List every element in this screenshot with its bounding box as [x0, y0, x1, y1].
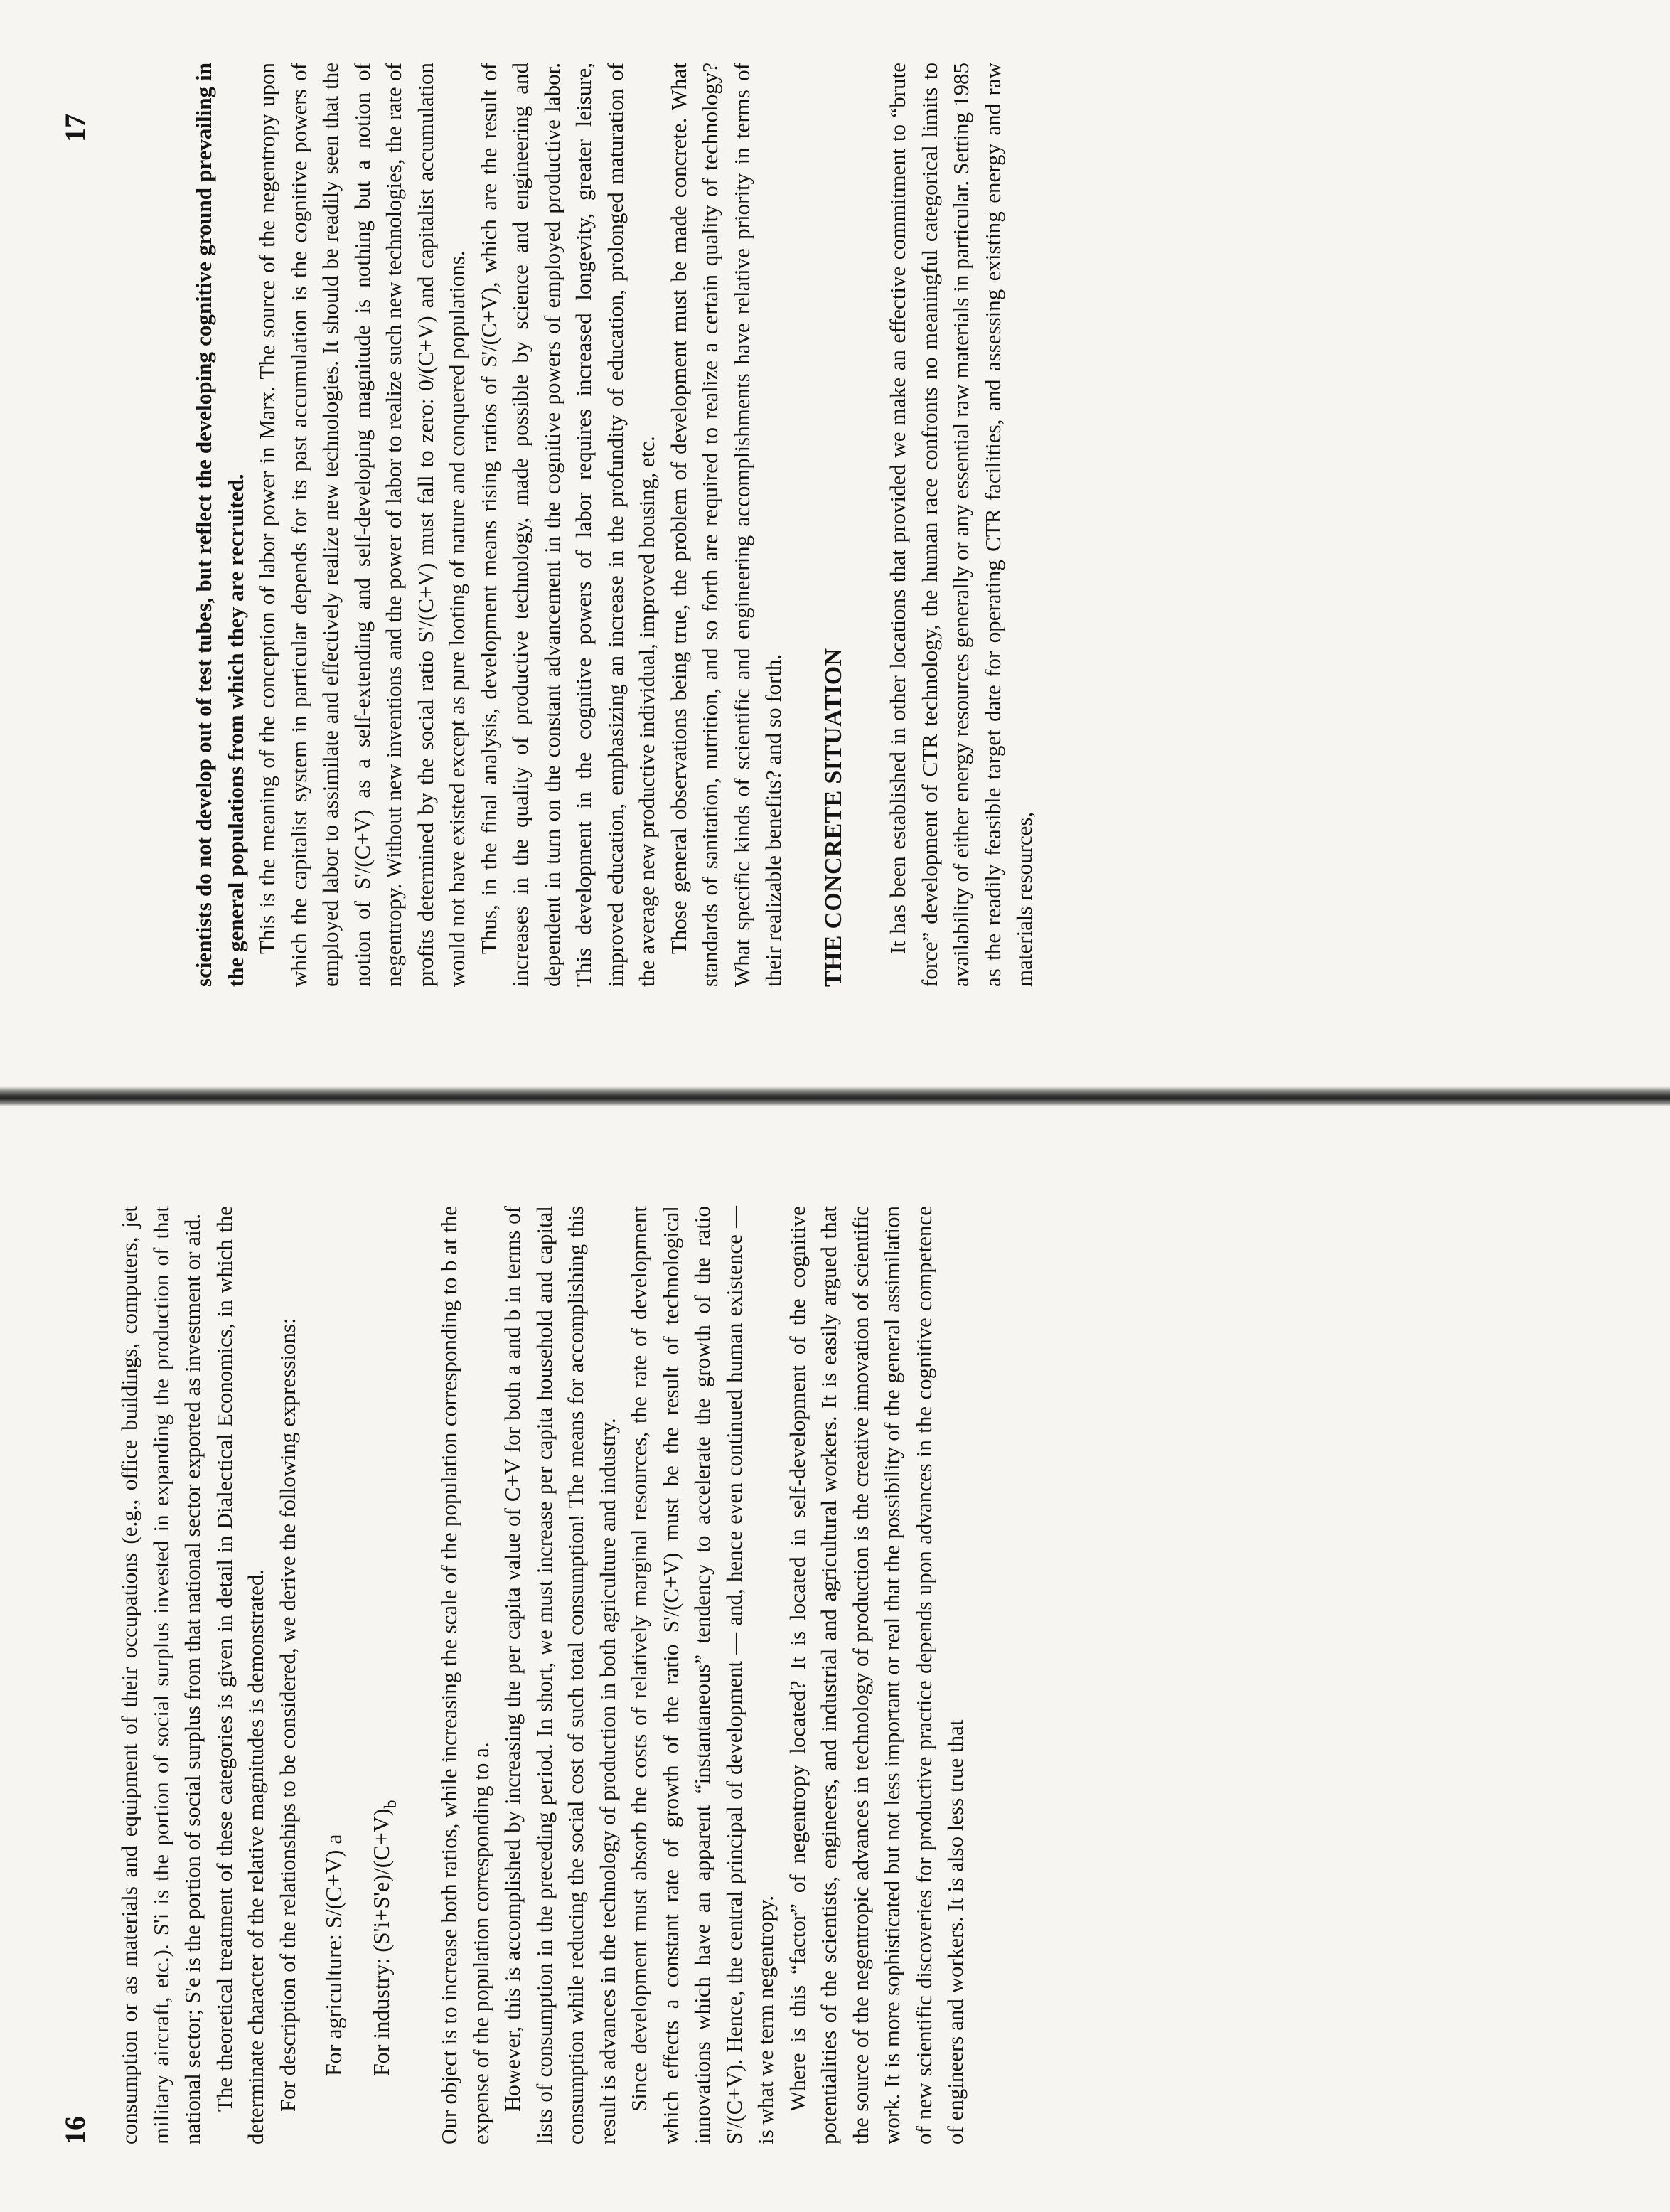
paragraph: Thus, in the final analysis, development means rising ratios of S'/(C+V), which are the result of increases in the quality of productive technology, made possible by science and engineering and dependent in turn on the constant advancement in the cognitive powers of employed productive labor. This development in the cognitive powers of labor requires increased longevity, greater leisure, improved education, emphasizing an increase in the profundity of education, prolonged maturation of the average new productive individual, improved housing, etc.: [476, 63, 659, 987]
paragraph: Since development must absorb the costs of relatively marginal resources, the rate of development which effects a constant rate of growth of the ratio S'/(C+V) must be the result of technological innovations which have an apparent “instantaneous” tendency to accelerate the growth of the ratio S'/(C+V). Hence, the central principal of development — and, hence even continued human existence — is what we term negentropy.: [626, 1206, 778, 2144]
formula-expression: (S'i+S'e)/(C+V): [368, 1808, 394, 1952]
paragraph: Our object is to increase both ratios, while increasing the scale of the population corresponding to b at the expense of the population corresponding to a.: [437, 1206, 493, 2144]
page-16-frame: [0, 1106, 1670, 2212]
paragraph: It has been established in other locations that provided we make an effective commitment to “brute force” development of CTR technology, the human race confronts no meaningful categorical limits to availability of either energy resources generally or any essential raw materials in particular. Setting 1985 as the readily feasible target date for operating CTR facilities, and assessing existing energy and raw materials resources,: [885, 63, 1037, 987]
paragraph: consumption or as materials and equipment of their occupations (e.g., office buildings, computers, jet military aircraft, etc.). S'i is the portion of social surplus invested in expanding the production of that national sector; S'e is the portion of social surplus from that national sector exported as investment or aid.: [117, 1206, 205, 2144]
page-17-frame: [0, 0, 1670, 1086]
paragraph: Those general observations being true, the problem of development must be made concrete. What standards of sanitation, nutrition, and so forth are required to realize a certain quality of technology? What specific kinds of scientific and engineering accomplishments have relative priority in terms of their realizable benefits? and so forth.: [665, 63, 786, 987]
formula-label: For agriculture:: [321, 1934, 346, 2076]
paragraph: Where is this “factor” of negentropy located? It is located in self-development of the cognitive potentialities of the scientists, engineers, and industrial and agricultural workers. It is easily argued that the source of the negentropic advances in technology of production is the creative innovation of scientific work. It is more sophisticated but not less important or real that the possibility of the general assimilation of new scientific discoveries for productive practice depends upon advances in the cognitive competence of engineers and workers. It is also less true that: [784, 1206, 968, 2144]
formula-label: For industry:: [368, 1957, 394, 2076]
page-number-17: 17: [59, 114, 91, 142]
page-17-text-column: [188, 63, 1041, 987]
page-16: [0, 1106, 1670, 2212]
formula-expression: S/(C+V) a: [321, 1834, 346, 1929]
paragraph: The theoretical treatment of these categories is given in detail in Dialectical Economics, in which the determinate character of the relative magnitudes is demonstrated.: [211, 1206, 268, 2144]
formula-agriculture: [318, 1206, 350, 2144]
paragraph: However, this is accomplished by increasing the per capita value of C+V for both a and b in terms of lists of consumption in the preceding period. In short, we must increase per capita household and capital consumption while reducing the social cost of such total consumption! The means for accomplishing this result is advances in the technology of production in both agriculture and industry.: [500, 1206, 620, 2144]
formula-subscript: b: [381, 1800, 400, 1809]
formula-industry: [365, 1206, 407, 2144]
section-heading: THE CONCRETE SITUATION: [820, 648, 847, 987]
paragraph: This is the meaning of the conception of labor power in Marx. The source of the negentropy upon which the capitalist system in particular depends for its past accumulation is the cognitive powers of employed labor to assimilate and effectively realize new technologies. It should be readily seen that the notion of S'/(C+V) as a self-extending and self-developing magnitude is nothing but a notion of negentropy. Without new inventions and the power of labor to realize such new technologies, the rate of profits determined by the social ratio S'/(C+V) must fall to zero: 0/(C+V) and capitalist accumulation would not have existed except as pure looting of nature and conquered populations.: [255, 63, 469, 987]
page-fold-divider: [0, 1086, 1670, 1106]
page-number-16: 16: [59, 2116, 91, 2144]
paragraph: scientists do not develop out of test tubes, but reflect the developing cognitive ground prevailing in the general populations from which they are recruited.: [191, 63, 248, 987]
paragraph: For description of the relationships to be considered, we derive the following expressions:: [274, 1318, 300, 2112]
page-16-text-column: [114, 1206, 972, 2144]
page-17: [0, 0, 1670, 1086]
